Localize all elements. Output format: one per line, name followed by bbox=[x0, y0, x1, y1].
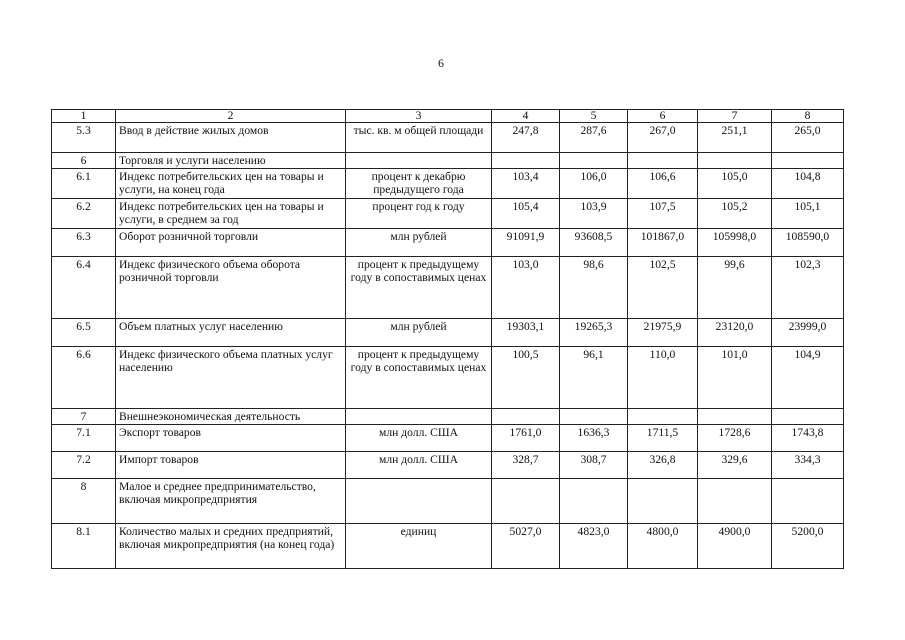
value-col4: 1761,0 bbox=[492, 425, 560, 452]
value-col5: 98,6 bbox=[560, 257, 628, 319]
value-col7: 105998,0 bbox=[698, 229, 772, 257]
row-number: 8.1 bbox=[52, 524, 116, 569]
value-col6: 326,8 bbox=[628, 452, 698, 479]
value-col8: 108590,0 bbox=[772, 229, 844, 257]
indicator-name: Ввод в действие жилых домов bbox=[116, 123, 346, 153]
value-col7: 1728,6 bbox=[698, 425, 772, 452]
value-col5: 4823,0 bbox=[560, 524, 628, 569]
row-number: 6.2 bbox=[52, 199, 116, 229]
value-col5 bbox=[560, 479, 628, 524]
header-cell-3: 3 bbox=[346, 110, 492, 123]
value-col6: 101867,0 bbox=[628, 229, 698, 257]
value-col7: 23120,0 bbox=[698, 319, 772, 347]
unit: процент к декабрю предыдущего года bbox=[346, 169, 492, 199]
value-col7: 105,2 bbox=[698, 199, 772, 229]
value-col6: 1711,5 bbox=[628, 425, 698, 452]
row-number: 7.2 bbox=[52, 452, 116, 479]
value-col8 bbox=[772, 409, 844, 425]
unit: млн рублей bbox=[346, 229, 492, 257]
value-col4: 103,4 bbox=[492, 169, 560, 199]
value-col6 bbox=[628, 409, 698, 425]
unit: тыс. кв. м общей площади bbox=[346, 123, 492, 153]
value-col7 bbox=[698, 409, 772, 425]
value-col8: 1743,8 bbox=[772, 425, 844, 452]
table-row bbox=[52, 319, 844, 347]
header-row bbox=[52, 110, 844, 123]
indicators-table bbox=[51, 109, 844, 569]
table-row bbox=[52, 257, 844, 319]
value-col4: 328,7 bbox=[492, 452, 560, 479]
unit: процент к предыдущему году в сопоставимых ценах bbox=[346, 347, 492, 409]
value-col6: 21975,9 bbox=[628, 319, 698, 347]
unit: млн рублей bbox=[346, 319, 492, 347]
value-col7: 101,0 bbox=[698, 347, 772, 409]
value-col4: 5027,0 bbox=[492, 524, 560, 569]
value-col8 bbox=[772, 479, 844, 524]
table-row bbox=[52, 524, 844, 569]
unit: процент к предыдущему году в сопоставимых ценах bbox=[346, 257, 492, 319]
value-col6: 107,5 bbox=[628, 199, 698, 229]
value-col8: 23999,0 bbox=[772, 319, 844, 347]
header-cell-2: 2 bbox=[116, 110, 346, 123]
value-col7 bbox=[698, 153, 772, 169]
row-number: 6 bbox=[52, 153, 116, 169]
table-row bbox=[52, 409, 844, 425]
value-col8: 265,0 bbox=[772, 123, 844, 153]
table-row bbox=[52, 425, 844, 452]
value-col8: 102,3 bbox=[772, 257, 844, 319]
indicator-name: Импорт товаров bbox=[116, 452, 346, 479]
row-number: 8 bbox=[52, 479, 116, 524]
row-number: 6.6 bbox=[52, 347, 116, 409]
value-col7 bbox=[698, 479, 772, 524]
value-col4: 105,4 bbox=[492, 199, 560, 229]
indicator-name: Индекс физического объема платных услуг населению bbox=[116, 347, 346, 409]
row-number: 6.4 bbox=[52, 257, 116, 319]
value-col6: 102,5 bbox=[628, 257, 698, 319]
value-col6 bbox=[628, 153, 698, 169]
value-col5: 19265,3 bbox=[560, 319, 628, 347]
value-col6 bbox=[628, 479, 698, 524]
table-row bbox=[52, 153, 844, 169]
value-col8: 104,9 bbox=[772, 347, 844, 409]
value-col5: 106,0 bbox=[560, 169, 628, 199]
value-col7: 251,1 bbox=[698, 123, 772, 153]
value-col6: 267,0 bbox=[628, 123, 698, 153]
indicator-name: Индекс потребительских цен на товары и услуги, на конец года bbox=[116, 169, 346, 199]
value-col4: 247,8 bbox=[492, 123, 560, 153]
value-col8: 105,1 bbox=[772, 199, 844, 229]
value-col6: 110,0 bbox=[628, 347, 698, 409]
table-row bbox=[52, 479, 844, 524]
value-col4 bbox=[492, 153, 560, 169]
value-col5: 93608,5 bbox=[560, 229, 628, 257]
unit bbox=[346, 479, 492, 524]
indicator-name: Экспорт товаров bbox=[116, 425, 346, 452]
value-col7: 329,6 bbox=[698, 452, 772, 479]
indicator-name: Оборот розничной торговли bbox=[116, 229, 346, 257]
value-col5: 1636,3 bbox=[560, 425, 628, 452]
indicator-name: Количество малых и средних предприятий, включая микропредприятия (на конец года) bbox=[116, 524, 346, 569]
row-number: 5.3 bbox=[52, 123, 116, 153]
value-col4: 100,5 bbox=[492, 347, 560, 409]
row-number: 7.1 bbox=[52, 425, 116, 452]
table-row bbox=[52, 229, 844, 257]
header-cell-6: 6 bbox=[628, 110, 698, 123]
value-col7: 99,6 bbox=[698, 257, 772, 319]
indicator-name: Внешнеэкономическая деятельность bbox=[116, 409, 346, 425]
indicator-name: Малое и среднее предпринимательство, включая микропредприятия bbox=[116, 479, 346, 524]
value-col8: 334,3 bbox=[772, 452, 844, 479]
value-col5 bbox=[560, 409, 628, 425]
row-number: 6.5 bbox=[52, 319, 116, 347]
header-cell-8: 8 bbox=[772, 110, 844, 123]
header-cell-5: 5 bbox=[560, 110, 628, 123]
header-cell-7: 7 bbox=[698, 110, 772, 123]
table-row bbox=[52, 452, 844, 479]
row-number: 6.3 bbox=[52, 229, 116, 257]
indicator-name: Торговля и услуги населению bbox=[116, 153, 346, 169]
value-col5: 287,6 bbox=[560, 123, 628, 153]
unit bbox=[346, 409, 492, 425]
value-col5: 308,7 bbox=[560, 452, 628, 479]
row-number: 7 bbox=[52, 409, 116, 425]
unit bbox=[346, 153, 492, 169]
value-col7: 4900,0 bbox=[698, 524, 772, 569]
value-col4 bbox=[492, 479, 560, 524]
value-col5: 103,9 bbox=[560, 199, 628, 229]
header-cell-4: 4 bbox=[492, 110, 560, 123]
value-col4: 19303,1 bbox=[492, 319, 560, 347]
value-col7: 105,0 bbox=[698, 169, 772, 199]
table-row bbox=[52, 123, 844, 153]
indicator-name: Индекс физического объема оборота розничной торговли bbox=[116, 257, 346, 319]
value-col6: 106,6 bbox=[628, 169, 698, 199]
value-col5 bbox=[560, 153, 628, 169]
value-col8 bbox=[772, 153, 844, 169]
unit: процент год к году bbox=[346, 199, 492, 229]
indicator-name: Объем платных услуг населению bbox=[116, 319, 346, 347]
unit: млн долл. США bbox=[346, 425, 492, 452]
table-row bbox=[52, 347, 844, 409]
value-col4 bbox=[492, 409, 560, 425]
table-row bbox=[52, 199, 844, 229]
indicator-name: Индекс потребительских цен на товары и услуги, в среднем за год bbox=[116, 199, 346, 229]
value-col8: 5200,0 bbox=[772, 524, 844, 569]
value-col5: 96,1 bbox=[560, 347, 628, 409]
value-col4: 103,0 bbox=[492, 257, 560, 319]
value-col8: 104,8 bbox=[772, 169, 844, 199]
table-row bbox=[52, 169, 844, 199]
unit: единиц bbox=[346, 524, 492, 569]
value-col6: 4800,0 bbox=[628, 524, 698, 569]
header-cell-1: 1 bbox=[52, 110, 116, 123]
row-number: 6.1 bbox=[52, 169, 116, 199]
value-col4: 91091,9 bbox=[492, 229, 560, 257]
page-number: 6 bbox=[438, 56, 444, 70]
unit: млн долл. США bbox=[346, 452, 492, 479]
